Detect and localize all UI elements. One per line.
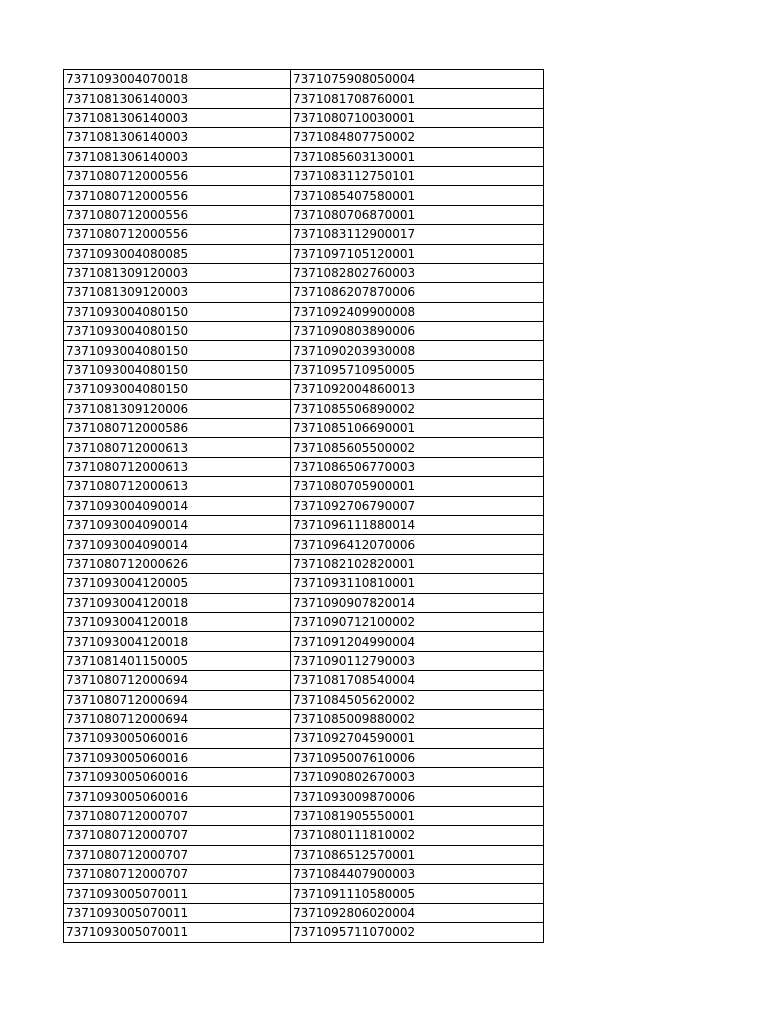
table-cell-col-2: 7371086506770003 xyxy=(291,457,544,476)
table-row xyxy=(64,244,544,263)
table-cell-col-1: 7371093004070018 xyxy=(64,70,291,89)
table-row xyxy=(64,865,544,884)
table-row xyxy=(64,651,544,670)
table-cell-col-2: 7371085506890002 xyxy=(291,399,544,418)
table-row xyxy=(64,709,544,728)
table-cell-col-1: 7371080712000707 xyxy=(64,806,291,825)
table-cell-col-1: 7371080712000556 xyxy=(64,225,291,244)
table-body xyxy=(64,70,544,943)
table-cell-col-2: 7371082102820001 xyxy=(291,554,544,573)
data-table xyxy=(63,69,544,943)
table-row xyxy=(64,419,544,438)
table-row xyxy=(64,554,544,573)
table-row xyxy=(64,845,544,864)
table-row xyxy=(64,729,544,748)
table-row xyxy=(64,690,544,709)
table-cell-col-2: 7371092409900008 xyxy=(291,302,544,321)
table-cell-col-2: 7371081708760001 xyxy=(291,89,544,108)
table-cell-col-1: 7371080712000556 xyxy=(64,166,291,185)
table-row xyxy=(64,477,544,496)
table-row xyxy=(64,89,544,108)
table-cell-col-2: 7371083112900017 xyxy=(291,225,544,244)
table-cell-col-2: 7371090112790003 xyxy=(291,651,544,670)
table-row xyxy=(64,341,544,360)
table-cell-col-2: 7371084407900003 xyxy=(291,865,544,884)
table-cell-col-2: 7371080706870001 xyxy=(291,205,544,224)
table-row xyxy=(64,457,544,476)
table-cell-col-2: 7371092806020004 xyxy=(291,903,544,922)
table-cell-col-1: 7371093005070011 xyxy=(64,923,291,942)
table-cell-col-1: 7371081401150005 xyxy=(64,651,291,670)
table-cell-col-2: 7371090803890006 xyxy=(291,322,544,341)
table-cell-col-1: 7371080712000694 xyxy=(64,709,291,728)
table-cell-col-2: 7371084807750002 xyxy=(291,128,544,147)
table-cell-col-1: 7371093004090014 xyxy=(64,535,291,554)
table-cell-col-2: 7371082802760003 xyxy=(291,263,544,282)
table-cell-col-1: 7371093004120018 xyxy=(64,593,291,612)
table-cell-col-1: 7371093004080150 xyxy=(64,380,291,399)
table-cell-col-2: 7371097105120001 xyxy=(291,244,544,263)
table-row xyxy=(64,923,544,942)
table-row xyxy=(64,263,544,282)
table-row xyxy=(64,574,544,593)
table-cell-col-2: 7371083112750101 xyxy=(291,166,544,185)
table-row xyxy=(64,225,544,244)
table-cell-col-2: 7371086512570001 xyxy=(291,845,544,864)
table-cell-col-1: 7371080712000613 xyxy=(64,477,291,496)
table-row xyxy=(64,360,544,379)
table-cell-col-1: 7371093005060016 xyxy=(64,787,291,806)
table-cell-col-2: 7371085603130001 xyxy=(291,147,544,166)
table-cell-col-1: 7371080712000694 xyxy=(64,690,291,709)
table-cell-col-2: 7371085106690001 xyxy=(291,419,544,438)
table-row xyxy=(64,903,544,922)
table-cell-col-2: 7371095711070002 xyxy=(291,923,544,942)
table-row xyxy=(64,612,544,631)
table-cell-col-1: 7371093004080150 xyxy=(64,322,291,341)
table-cell-col-1: 7371080712000694 xyxy=(64,671,291,690)
table-row xyxy=(64,205,544,224)
table-row xyxy=(64,671,544,690)
table-cell-col-2: 7371092004860013 xyxy=(291,380,544,399)
table-cell-col-1: 7371093005070011 xyxy=(64,903,291,922)
table-cell-col-1: 7371081306140003 xyxy=(64,147,291,166)
table-cell-col-1: 7371081309120003 xyxy=(64,283,291,302)
table-cell-col-2: 7371080710030001 xyxy=(291,108,544,127)
table-cell-col-1: 7371093004090014 xyxy=(64,515,291,534)
table-row xyxy=(64,593,544,612)
table-row xyxy=(64,806,544,825)
table-cell-col-1: 7371093005060016 xyxy=(64,729,291,748)
table-cell-col-1: 7371081309120003 xyxy=(64,263,291,282)
table-cell-col-1: 7371093004120005 xyxy=(64,574,291,593)
table-cell-col-2: 7371095007610006 xyxy=(291,748,544,767)
table-cell-col-1: 7371081306140003 xyxy=(64,128,291,147)
table-cell-col-1: 7371080712000707 xyxy=(64,826,291,845)
table-cell-col-2: 7371086207870006 xyxy=(291,283,544,302)
table-cell-col-1: 7371093005060016 xyxy=(64,768,291,787)
table-cell-col-2: 7371085407580001 xyxy=(291,186,544,205)
table-cell-col-1: 7371080712000556 xyxy=(64,205,291,224)
table-cell-col-1: 7371093004080150 xyxy=(64,360,291,379)
table-cell-col-1: 7371080712000626 xyxy=(64,554,291,573)
table-cell-col-2: 7371080111810002 xyxy=(291,826,544,845)
table-cell-col-2: 7371090203930008 xyxy=(291,341,544,360)
table-cell-col-2: 7371092704590001 xyxy=(291,729,544,748)
table-row xyxy=(64,438,544,457)
table-cell-col-2: 7371080705900001 xyxy=(291,477,544,496)
table-cell-col-1: 7371080712000586 xyxy=(64,419,291,438)
table-row xyxy=(64,166,544,185)
table-cell-col-2: 7371090802670003 xyxy=(291,768,544,787)
table-row xyxy=(64,108,544,127)
table-cell-col-2: 7371085009880002 xyxy=(291,709,544,728)
table-cell-col-2: 7371093009870006 xyxy=(291,787,544,806)
table-cell-col-2: 7371075908050004 xyxy=(291,70,544,89)
table-cell-col-2: 7371090712100002 xyxy=(291,612,544,631)
table-row xyxy=(64,826,544,845)
table-cell-col-1: 7371093005070011 xyxy=(64,884,291,903)
table-cell-col-1: 7371093004090014 xyxy=(64,496,291,515)
table-cell-col-2: 7371091110580005 xyxy=(291,884,544,903)
table-cell-col-1: 7371081309120006 xyxy=(64,399,291,418)
table-cell-col-1: 7371080712000707 xyxy=(64,845,291,864)
table-row xyxy=(64,186,544,205)
table-cell-col-1: 7371081306140003 xyxy=(64,89,291,108)
table-row xyxy=(64,632,544,651)
table-cell-col-2: 7371085605500002 xyxy=(291,438,544,457)
table-cell-col-2: 7371090907820014 xyxy=(291,593,544,612)
table-row xyxy=(64,147,544,166)
table-cell-col-2: 7371084505620002 xyxy=(291,690,544,709)
table-row xyxy=(64,70,544,89)
table-row xyxy=(64,128,544,147)
table-row xyxy=(64,283,544,302)
table-row xyxy=(64,302,544,321)
table-cell-col-2: 7371096111880014 xyxy=(291,515,544,534)
table-cell-col-1: 7371080712000707 xyxy=(64,865,291,884)
table-row xyxy=(64,535,544,554)
table-cell-col-1: 7371093004080150 xyxy=(64,302,291,321)
table-cell-col-2: 7371081905550001 xyxy=(291,806,544,825)
table-cell-col-1: 7371080712000613 xyxy=(64,438,291,457)
table-cell-col-1: 7371081306140003 xyxy=(64,108,291,127)
table-row xyxy=(64,399,544,418)
table-row xyxy=(64,515,544,534)
table-cell-col-2: 7371093110810001 xyxy=(291,574,544,593)
table-cell-col-2: 7371096412070006 xyxy=(291,535,544,554)
table-cell-col-1: 7371093004120018 xyxy=(64,612,291,631)
table-row xyxy=(64,380,544,399)
table-row xyxy=(64,496,544,515)
table-cell-col-2: 7371092706790007 xyxy=(291,496,544,515)
table-row xyxy=(64,884,544,903)
table-cell-col-1: 7371093004120018 xyxy=(64,632,291,651)
table-cell-col-2: 7371095710950005 xyxy=(291,360,544,379)
table-row xyxy=(64,748,544,767)
table-row xyxy=(64,322,544,341)
table-cell-col-2: 7371091204990004 xyxy=(291,632,544,651)
table-cell-col-1: 7371080712000613 xyxy=(64,457,291,476)
table-cell-col-1: 7371093005060016 xyxy=(64,748,291,767)
table-cell-col-2: 7371081708540004 xyxy=(291,671,544,690)
table-row xyxy=(64,787,544,806)
table-row xyxy=(64,768,544,787)
table-cell-col-1: 7371093004080085 xyxy=(64,244,291,263)
table-cell-col-1: 7371080712000556 xyxy=(64,186,291,205)
table-cell-col-1: 7371093004080150 xyxy=(64,341,291,360)
